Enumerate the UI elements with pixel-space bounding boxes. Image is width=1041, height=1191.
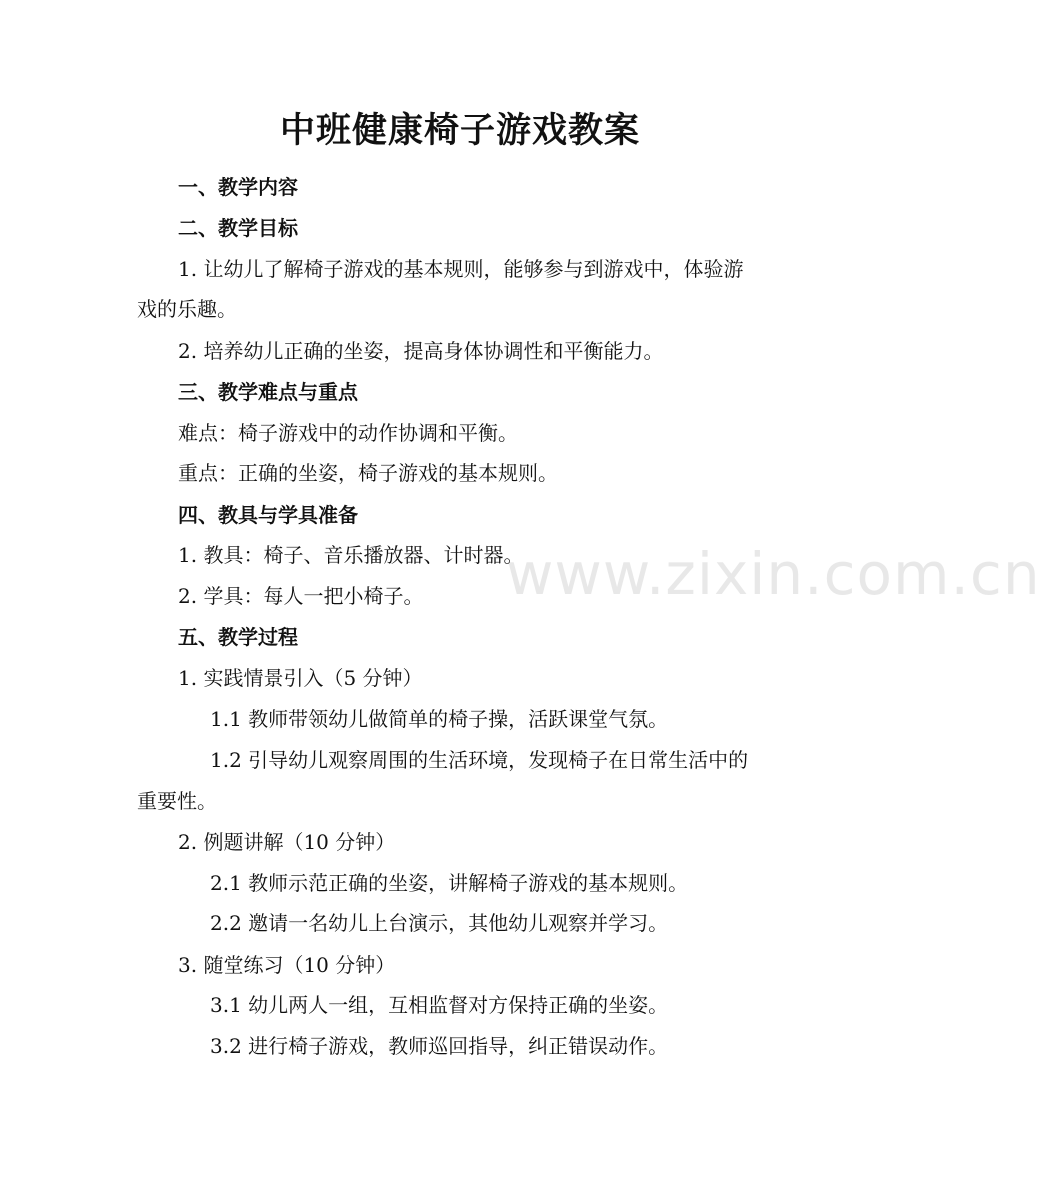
section-heading-materials: 四、教具与学具准备 — [178, 503, 358, 527]
objective-item-1-line-2: 戏的乐趣。 — [137, 297, 237, 321]
process-step-2-2: 2.2 邀请一名幼儿上台演示，其他幼儿观察并学习。 — [210, 911, 669, 935]
process-step-2: 2. 例题讲解（10 分钟） — [178, 830, 396, 854]
document-title: 中班健康椅子游戏教案 — [279, 111, 640, 151]
section-heading-content: 一、教学内容 — [178, 175, 298, 199]
materials-item-2: 2. 学具：每人一把小椅子。 — [178, 584, 424, 608]
objective-item-2: 2. 培养幼儿正确的坐姿，提高身体协调性和平衡能力。 — [178, 339, 664, 363]
process-step-3: 3. 随堂练习（10 分钟） — [178, 953, 396, 977]
section-heading-objectives: 二、教学目标 — [178, 216, 298, 240]
section-heading-difficulties: 三、教学难点与重点 — [178, 380, 358, 404]
objective-item-1-line-1: 1. 让幼儿了解椅子游戏的基本规则，能够参与到游戏中，体验游 — [178, 257, 744, 281]
process-step-2-1: 2.1 教师示范正确的坐姿，讲解椅子游戏的基本规则。 — [210, 871, 689, 895]
process-step-1-2-line-2: 重要性。 — [137, 789, 217, 813]
process-step-1: 1. 实践情景引入（5 分钟） — [178, 666, 423, 690]
process-step-3-1: 3.1 幼儿两人一组，互相监督对方保持正确的坐姿。 — [210, 993, 669, 1017]
process-step-1-2-line-1: 1.2 引导幼儿观察周围的生活环境，发现椅子在日常生活中的 — [210, 748, 749, 772]
section-heading-process: 五、教学过程 — [178, 625, 298, 649]
difficulty-text: 难点：椅子游戏中的动作协调和平衡。 — [178, 421, 518, 445]
process-step-3-2: 3.2 进行椅子游戏，教师巡回指导，纠正错误动作。 — [210, 1034, 669, 1058]
key-point-text: 重点：正确的坐姿，椅子游戏的基本规则。 — [178, 461, 558, 485]
watermark: www.zixin.com.cn — [506, 540, 1041, 608]
materials-item-1: 1. 教具：椅子、音乐播放器、计时器。 — [178, 543, 524, 567]
process-step-1-1: 1.1 教师带领幼儿做简单的椅子操，活跃课堂气氛。 — [210, 707, 669, 731]
